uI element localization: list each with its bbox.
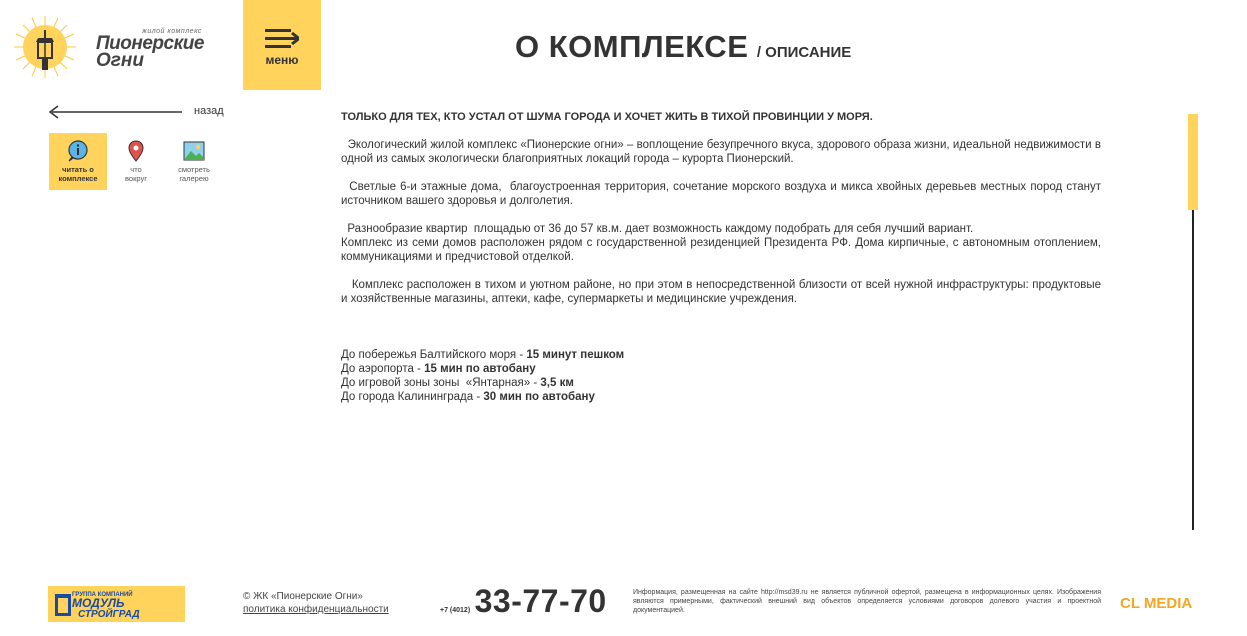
distance-label: До побережья Балтийского моря - xyxy=(341,349,527,361)
site-logo[interactable] xyxy=(12,14,232,80)
developer-logo[interactable] xyxy=(48,586,185,622)
nav-gallery-line2: галерею xyxy=(179,174,209,183)
privacy-policy-link[interactable]: политика конфиденциальности xyxy=(243,604,389,615)
distance-item xyxy=(341,348,1101,362)
back-link[interactable] xyxy=(48,104,226,120)
logo-tagline: жилой комплекс xyxy=(142,28,202,35)
distance-label: До игровой зоны зоны «Янтарная» - xyxy=(341,377,541,389)
page-title xyxy=(515,29,851,65)
paragraph-2: Светлые 6-и этажные дома, благоустроенная территория, сочетание морского воздуха и микса хвойных деревьев местных пород станут источником вашего здоровья и долголетия. xyxy=(341,181,1105,207)
hamburger-icon xyxy=(265,28,299,50)
nav-item-gallery[interactable] xyxy=(165,133,223,190)
developer-logo-line2: СТРОЙГРАД xyxy=(78,609,140,620)
menu-button[interactable] xyxy=(243,0,321,90)
logo-line-1: Пионерские xyxy=(96,33,204,54)
arrow-left-icon xyxy=(48,105,184,119)
distance-value: 15 мин по автобану xyxy=(424,363,536,375)
map-pin-icon xyxy=(125,140,147,162)
copyright-block xyxy=(243,590,389,616)
nav-item-about[interactable] xyxy=(49,133,107,190)
disclaimer-text: Информация, размещенная на сайте http://msd39.ru не является публичной офертой, размещена в информационных целях. Изображения являются примерными, фактический внешний вид объектов определяется условиями договоров долевого участия и проектной документацией. xyxy=(633,589,1101,614)
nav-about-line1: читать о xyxy=(62,165,94,174)
nav-about-line2: комплексе xyxy=(58,174,98,183)
paragraph-4: Комплекс расположен в тихом и уютном районе, но при этом в непосредственной близости от всей нужной инфраструктуры: продуктовые и хозяйственные магазины, аптеки, кафе, супермаркеты и медицинские учреждения. xyxy=(341,279,1105,305)
paragraph-3b: Комплекс из семи домов расположен рядом с государственной резиденцией Президента РФ. Дома кирпичные, с автономным отоплением, коммуникациями и предчистовой отделкой. xyxy=(341,237,1101,263)
lead-text: ТОЛЬКО ДЛЯ ТЕХ, КТО УСТАЛ ОТ ШУМА ГОРОДА И ХОЧЕТ ЖИТЬ В ТИХОЙ ПРОВИНЦИИ У МОРЯ. xyxy=(341,111,873,123)
distances-list xyxy=(341,348,1101,404)
description-content xyxy=(341,110,1105,404)
page-title-sub: / ОПИСАНИЕ xyxy=(756,44,852,61)
back-label: назад xyxy=(194,105,224,117)
copyright-text: © ЖК «Пионерские Огни» xyxy=(243,591,363,602)
agency-logo[interactable]: CL MEDIA xyxy=(1120,595,1193,612)
nav-item-around[interactable] xyxy=(107,133,165,190)
developer-logo-graphic xyxy=(48,586,185,622)
distance-item xyxy=(341,362,1101,376)
distance-item xyxy=(341,376,1101,390)
distance-label: До города Калининграда - xyxy=(341,391,484,403)
info-icon xyxy=(67,140,89,162)
phone-number: 33-77-70 xyxy=(474,583,607,619)
phone-block[interactable] xyxy=(440,583,607,620)
gallery-icon xyxy=(183,140,205,162)
nav-around-line1: что xyxy=(130,165,142,174)
distance-value: 15 минут пешком xyxy=(526,349,625,361)
lantern-sun-icon xyxy=(12,14,78,80)
paragraph-1: Экологический жилой комплекс «Пионерские огни» – воплощение безупречного вкуса, здорового образа жизни, идеальной недвижимости в одной из самых экологически благоприятных локаций города – курорта Пионерский. xyxy=(341,139,1105,165)
logo-line-2: Огни xyxy=(96,50,145,71)
distance-item xyxy=(341,390,1101,404)
nav-gallery-line1: смотреть xyxy=(178,165,210,174)
distance-label: До аэропорта - xyxy=(341,363,425,375)
scrollbar-thumb[interactable] xyxy=(1188,114,1198,210)
distance-value: 3,5 км xyxy=(540,377,574,389)
developer-logo-top: ГРУППА КОМПАНИЙ xyxy=(72,592,133,598)
paragraph-3a: Разнообразие квартир площадью от 36 до 57 кв.м. дает возможность каждому подобрать для себя лучший вариант. xyxy=(341,223,974,235)
phone-code: +7 (4012) xyxy=(440,607,471,614)
nav-around-line2: вокруг xyxy=(125,174,147,183)
menu-label: меню xyxy=(265,53,299,67)
page-title-main: О КОМПЛЕКСЕ xyxy=(515,29,749,64)
developer-logo-line1: МОДУЛЬ xyxy=(72,596,125,610)
distance-value: 30 мин по автобану xyxy=(483,391,595,403)
